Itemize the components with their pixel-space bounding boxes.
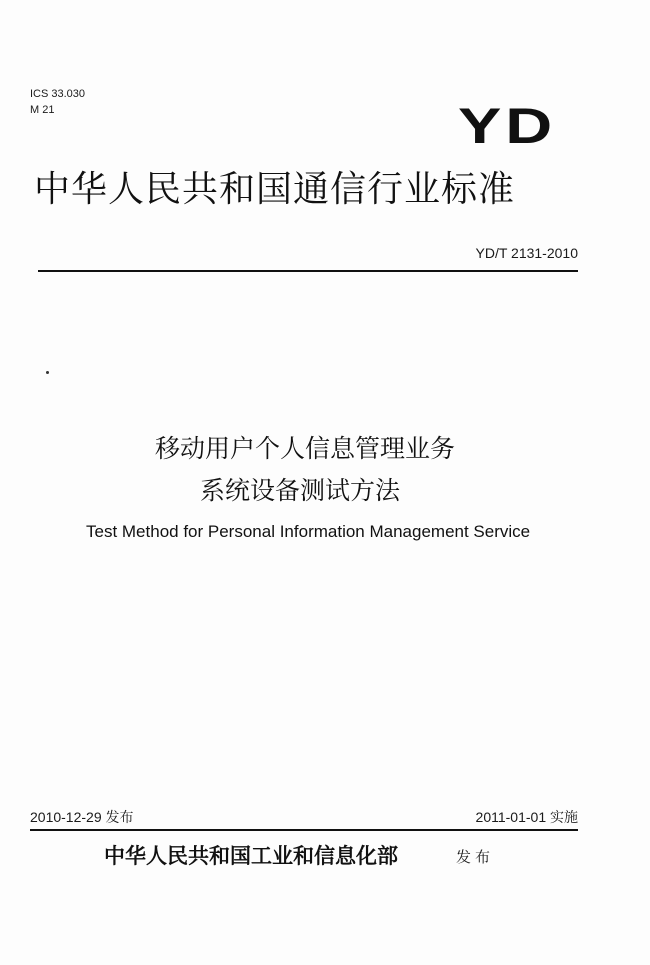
issuer-action: 发布 bbox=[456, 848, 495, 866]
footer-divider bbox=[30, 829, 578, 831]
implementation-date: 2011-01-01 实施 bbox=[475, 809, 578, 825]
issue-date: 2010-12-29 发布 bbox=[30, 809, 134, 825]
document-title bbox=[0, 428, 610, 512]
ics-code: ICS 33.030 bbox=[30, 88, 86, 100]
standard-number: YD/T 2131-2010 bbox=[475, 245, 578, 261]
scan-speck bbox=[46, 371, 49, 374]
document-title-line2: 系统设备测试方法 bbox=[199, 476, 400, 505]
standard-title: 中华人民共和国通信行业标准 bbox=[34, 169, 516, 210]
classification-code: M 21 bbox=[30, 104, 55, 116]
document-title-line1: 移动用户个人信息管理业务 bbox=[154, 434, 455, 463]
header-divider bbox=[38, 270, 578, 272]
document-title-english: Test Method for Personal Information Management Service bbox=[86, 522, 531, 541]
classification-codes bbox=[30, 86, 85, 118]
yd-logo: YD bbox=[458, 98, 557, 154]
issuing-authority: 中华人民共和国工业和信息化部 bbox=[104, 843, 398, 868]
